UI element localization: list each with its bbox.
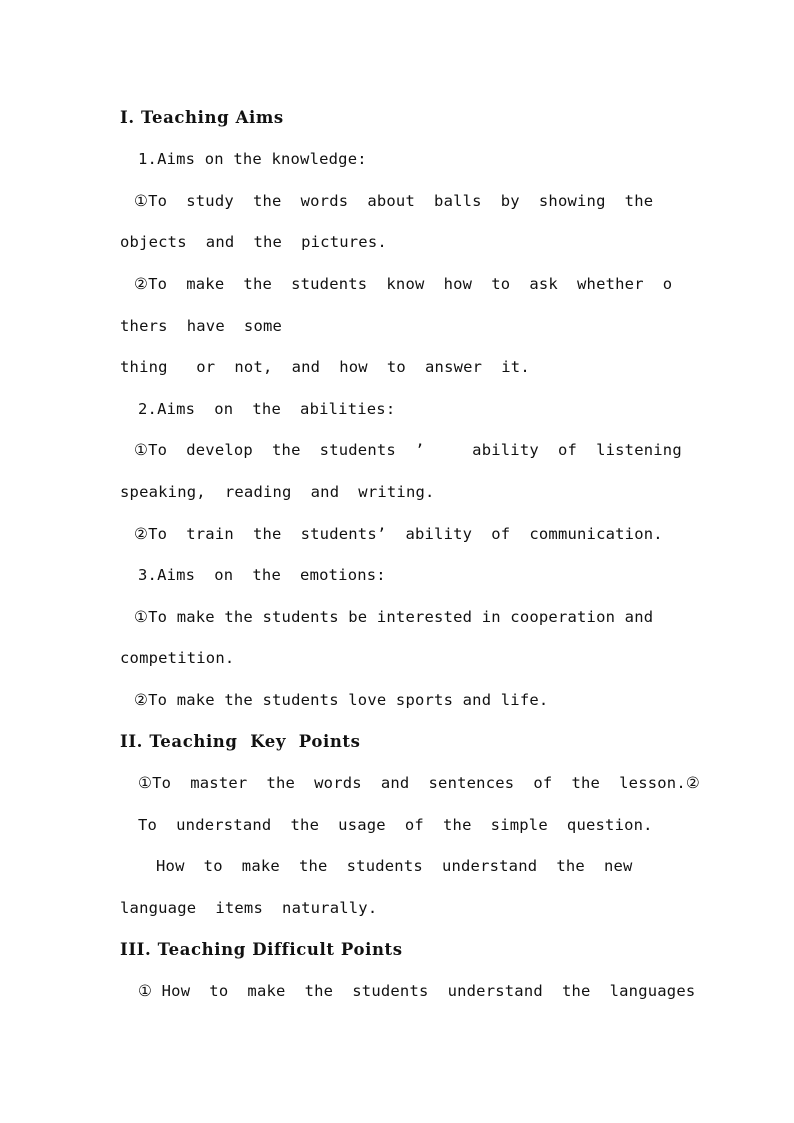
section-2-heading: II. Teaching Key Points <box>120 732 361 751</box>
knowledge-aims-label: 1.Aims on the knowledge: <box>138 150 367 168</box>
key-points-line-1: ①To master the words and sentences of the lesson.② <box>138 774 700 792</box>
knowledge-item-2-line-2: thers have some <box>120 317 283 335</box>
section-1-heading: I. Teaching Aims <box>120 108 284 127</box>
difficult-points-line-1: ① How to make the students understand the languages <box>138 982 696 1000</box>
abilities-item-1-line-2: speaking, reading and writing. <box>120 483 435 501</box>
knowledge-item-2-line-1: ②To make the students know how to ask whether o <box>134 275 673 293</box>
section-3-heading: III. Teaching Difficult Points <box>120 940 403 959</box>
knowledge-item-1-line-2: objects and the pictures. <box>120 233 387 251</box>
emotions-aims-label: 3.Aims on the emotions: <box>138 566 386 584</box>
key-points-line-2: To understand the usage of the simple question. <box>138 816 653 834</box>
key-points-line-4: language items naturally. <box>120 899 378 917</box>
emotions-item-1-line-2: competition. <box>120 649 235 667</box>
key-points-line-3: How to make the students understand the new <box>156 857 633 875</box>
abilities-item-2-line-1: ②To train the students’ ability of communication. <box>134 525 663 543</box>
abilities-item-1-line-1: ①To develop the students ’ ability of listening <box>134 441 682 459</box>
knowledge-item-1-line-1: ①To study the words about balls by showing the <box>134 192 654 210</box>
knowledge-item-2-line-3: thing or not, and how to answer it. <box>120 358 530 376</box>
emotions-item-1-line-1: ①To make the students be interested in cooperation and <box>134 608 654 626</box>
emotions-item-2-line-1: ②To make the students love sports and life. <box>134 691 549 709</box>
abilities-aims-label: 2.Aims on the abilities: <box>138 400 396 418</box>
